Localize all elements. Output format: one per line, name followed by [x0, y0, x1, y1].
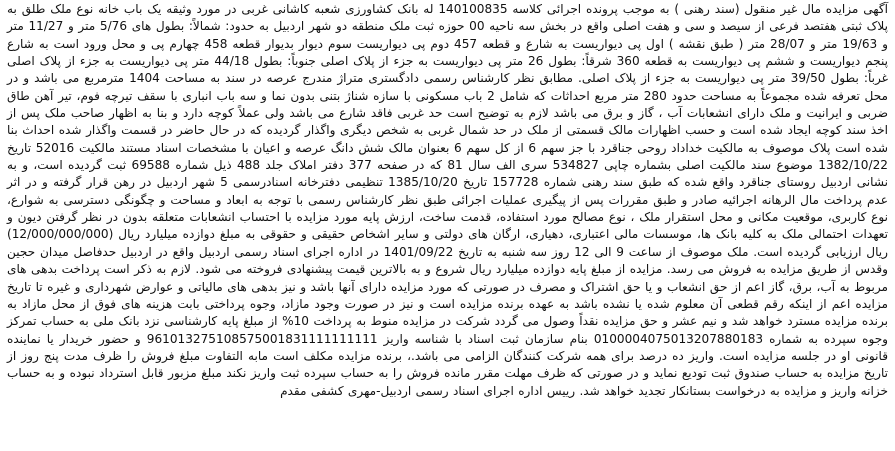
notice-paragraph — [7, 0, 888, 400]
notice-title: آگهی مزایده مال غیر منقول (سند رهنی ) — [674, 2, 888, 16]
notice-body: به موجب پرونده اجرائی کلاسه 140100835 له بانک کشاورزی شعبه کاشانی غربی در مورد وثیقه یک باب خانه نوع ملک طلق به پلاک ثبتی هفتصد فرعی از سیصد و سی و هفت اصلی واقع در بخش سه ناحیه 00 حوزه ثبت ملک منطقه دو شهر اردبیل به حدود: شمالاً: بطول های 5/76 متر و 11/27 متر و 19/63 متر و 28/07 متر ( طبق نقشه ) اول پی دیواریست به شارع و قطعه 457 دوم پی دیواریست سوم دیوار بدیوار قطعه 458 چهارم پی و محل ورود است به شارع پنجم دیواریست و ششم پی دیواریست به قطعه 360 شرقاً: بطول 26 متر پی دیواریست به جزء از پلاک اصلی جنوباً: بطول 44/18 متر پی دیواریست به جزء از پلاک اصلی غرباً: بطول 39/50 متر پی دیواریست به جزء از پلاک اصلی. مطابق نظر کارشناس رسمی دادگستری متراژ مندرج عرصه در سند به مساحت 1404 مترمربع می باشد و در محل تعرفه شده مجموعاً به مساحت حدود 280 متر مربع احداثات که شامل 2 باب مسکونی با سازه شناژ بتنی بدون نما و سه باب انباری با سقف تیرچه فوم، تیر آهن طاق ضربی و ایرانیت و ملک دارای انشعابات آب ، گاز و برق می باشد لازم به توضیح است حد غربی فاقد شارع می باشد ولی عملاً کوچه دارد و بنا به اظهار صاحب ملک پس از اخذ سند کوچه ایجاد شده است و حسب اظهارات مالک قسمتی از ملک در حد شمال غربی به شخص دیگری واگذار گردیده که در حال حاضر در قسمت واگذار شده احداث بنا شده است پلاک موصوف به مالکیت خداداد روحی جناقرد با جز سهم 6 از کل سهم 6 بعنوان مالک شش دانگ عرصه و اعیان با مشخصات اسناد مستند مالکیت 52016 تاریخ 1382/10/22 موضوع سند مالکیت اصلی بشماره چاپی 534827 سری الف سال 81 که در صفحه 377 دفتر املاک جلد 488 ذیل شماره 69588 ثبت گردیده است، و به نشانی اردبیل روستای جناقرد واقع شده که طبق سند رهنی شماره 157728 تاریخ 1385/10/20 تنظیمی دفترخانه اسنادرسمی 5 شهر اردبیل در رهن قرار گرفته و در اثر عدم پرداخت مال الرهانه اجرائیه صادر و طبق مقررات پس از پیگیری عملیات اجرائی طبق نظر کارشناس رسمی با توجه به ابعاد و مساحت و چگونگی دسترسی به شوارع، نوع کاربری، موقعیت مکانی و محل استقرار ملک ، نوع مصالح مورد استفاده، قدمت ساخت، ارزش پایه مورد مزایده با احتساب انشعابات متعلقه بدون در نظر گرفتن دیون و تعهدات احتمالی ملک به کلیه بانک ها، موسسات مالی اعتباری، دهیاری، ارگان های دولتی و سایر اشخاص حقیقی و حقوقی به مبلغ دوازده میلیارد ریال (12/000/000/000) ریال ارزیابی گردیده است. ملک موصوف از ساعت 9 الی 12 روز سه شنبه به تاریخ 1401/09/22 در اداره اجرای اسناد رسمی اردبیل واقع در اردبیل حدفاصل میدان حجین وقدس از طریق مزایده به فروش می رسد. مزایده از مبلغ پایه دوازده میلیارد ریال شروع و به بالاترین قیمت پیشنهادی فروخته می شود. لازم به ذکر است پرداخت بدهی های مربوط به آب، برق، گاز اعم از حق انشعاب و یا حق اشتراک و مصرف در صورتی که مورد مزایده دارای آنها باشد و نیز بدهی های مالیاتی و عوارض شهرداری و غیره تا تاریخ مزایده اعم از اینکه رقم قطعی آن معلوم شده یا نشده باشد به عهده برنده مزایده است و نیز در صورت وجود مازاد، وجوه پرداختی بابت هزینه های فوق از محل مازاد به برنده مزایده مسترد خواهد شد و نیم عشر و حق مزایده نقداً وصول می گردد شرکت در مزایده منوط به پرداخت 10% از مبلغ پایه کارشناسی نزد بانک ملی به حساب تمرکز وجوه سپرده به شماره 0100004075013207880183 بنام سازمان ثبت اسناد با شناسه واریز 961013275108575001831111111111 و حضور خریدار یا نماینده قانونی او در جلسه مزایده است. واریز ده درصد برای همه شرکت کنندگان الزامی می باشد.، برنده مزایده مکلف است مابه التفاوت مبلغ فروش را ظرف مدت پنج روز از تاریخ مزایده به حساب صندوق ثبت تودیع نماید و در صورتی که ظرف مهلت مقرر مانده فروش را به حساب سپرده ثبت واریز نکند مبلغ مزبور قابل استرداد نبوده و به حساب خزانه واریز و مزایده به درخواست بستانکار تجدید خواهد شد. رییس اداره اجرای اسناد رسمی اردبیل-مهری کشفی مقدم — [7, 2, 889, 398]
